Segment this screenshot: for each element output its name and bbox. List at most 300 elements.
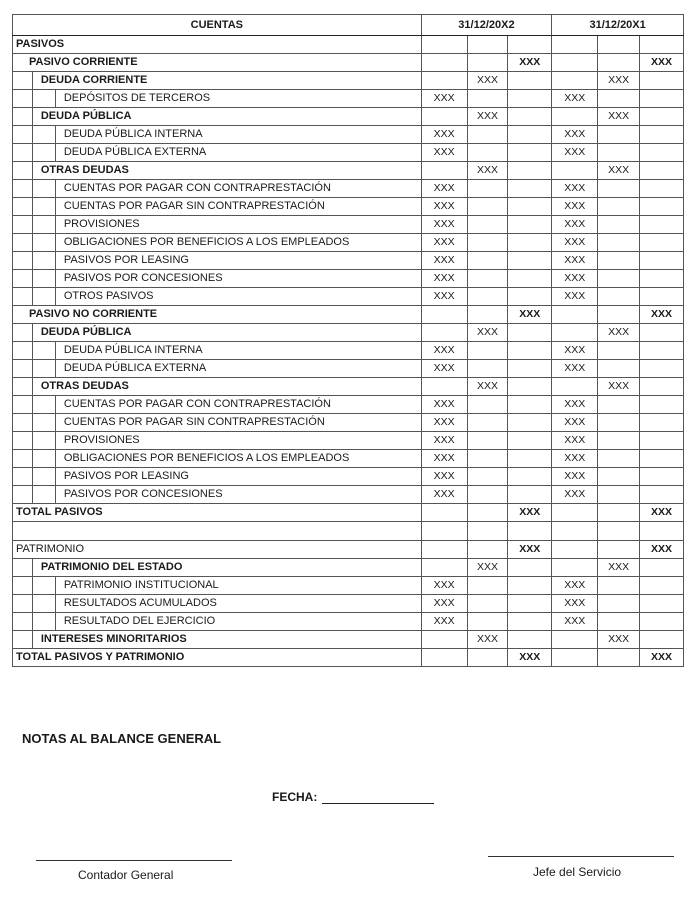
value-cell: XXX — [467, 559, 508, 577]
value-cell — [508, 613, 552, 631]
value-cell — [508, 180, 552, 198]
value-cell — [598, 450, 640, 468]
indent-cell — [32, 468, 55, 486]
account-label: CUENTAS POR PAGAR CON CONTRAPRESTACIÓN — [55, 180, 421, 198]
value-cell — [598, 468, 640, 486]
value-cell — [467, 450, 508, 468]
value-cell — [467, 468, 508, 486]
table-row — [13, 54, 684, 72]
table-row — [13, 288, 684, 306]
value-cell: XXX — [421, 450, 467, 468]
indent-cell — [13, 342, 33, 360]
value-cell: XXX — [598, 108, 640, 126]
table-row — [13, 432, 684, 450]
value-cell: XXX — [598, 631, 640, 649]
value-cell: XXX — [421, 288, 467, 306]
value-cell — [508, 342, 552, 360]
fecha-blank-line[interactable] — [322, 803, 434, 804]
value-cell — [421, 54, 467, 72]
value-cell — [598, 198, 640, 216]
value-cell — [552, 522, 598, 541]
value-cell — [640, 342, 684, 360]
value-cell — [467, 144, 508, 162]
value-cell — [598, 180, 640, 198]
value-cell — [467, 54, 508, 72]
account-label: DEUDA PÚBLICA INTERNA — [55, 126, 421, 144]
value-cell: XXX — [421, 90, 467, 108]
account-label: PROVISIONES — [55, 216, 421, 234]
value-cell: XXX — [552, 595, 598, 613]
value-cell — [640, 450, 684, 468]
value-cell: XXX — [552, 342, 598, 360]
table-row — [13, 162, 684, 180]
value-cell: XXX — [421, 432, 467, 450]
value-cell: XXX — [421, 270, 467, 288]
table-row — [13, 342, 684, 360]
table-row — [13, 396, 684, 414]
table-row — [13, 541, 684, 559]
signature-line-left — [36, 860, 232, 861]
indent-cell — [32, 144, 55, 162]
value-cell: XXX — [508, 541, 552, 559]
table-row — [13, 234, 684, 252]
value-cell: XXX — [552, 216, 598, 234]
value-cell — [508, 198, 552, 216]
account-label: PROVISIONES — [55, 432, 421, 450]
value-cell: XXX — [421, 126, 467, 144]
indent-cell — [13, 450, 33, 468]
value-cell: XXX — [421, 468, 467, 486]
indent-cell — [13, 486, 33, 504]
value-cell: XXX — [598, 559, 640, 577]
value-cell: XXX — [467, 162, 508, 180]
value-cell — [467, 522, 508, 541]
indent-cell — [32, 126, 55, 144]
value-cell — [508, 288, 552, 306]
account-label: PASIVO CORRIENTE — [13, 54, 422, 72]
value-cell — [552, 306, 598, 324]
account-label: OTROS PASIVOS — [55, 288, 421, 306]
indent-cell — [13, 613, 33, 631]
value-cell: XXX — [640, 54, 684, 72]
table-row — [13, 414, 684, 432]
value-cell: XXX — [421, 342, 467, 360]
value-cell: XXX — [467, 378, 508, 396]
value-cell — [467, 180, 508, 198]
value-cell — [421, 504, 467, 522]
value-cell — [598, 54, 640, 72]
value-cell — [467, 396, 508, 414]
indent-cell — [13, 414, 33, 432]
account-label: DEUDA PÚBLICA INTERNA — [55, 342, 421, 360]
account-label: CUENTAS POR PAGAR SIN CONTRAPRESTACIÓN — [55, 198, 421, 216]
value-cell — [421, 631, 467, 649]
indent-cell — [13, 577, 33, 595]
table-row — [13, 504, 684, 522]
value-cell: XXX — [421, 216, 467, 234]
account-label: OBLIGACIONES POR BENEFICIOS A LOS EMPLEADOS — [55, 450, 421, 468]
value-cell — [598, 360, 640, 378]
value-cell — [640, 360, 684, 378]
value-cell — [552, 504, 598, 522]
table-row — [13, 90, 684, 108]
value-cell: XXX — [552, 288, 598, 306]
value-cell — [508, 234, 552, 252]
indent-cell — [32, 595, 55, 613]
indent-cell — [13, 324, 33, 342]
value-cell: XXX — [421, 234, 467, 252]
value-cell — [508, 378, 552, 396]
signature-line-right — [488, 856, 674, 857]
account-label: DEUDA PÚBLICA — [32, 324, 421, 342]
value-cell — [508, 522, 552, 541]
indent-cell — [32, 450, 55, 468]
value-cell — [421, 649, 467, 667]
value-cell — [508, 360, 552, 378]
indent-cell — [32, 342, 55, 360]
value-cell — [640, 613, 684, 631]
value-cell — [598, 504, 640, 522]
indent-cell — [13, 288, 33, 306]
value-cell — [467, 198, 508, 216]
table-row — [13, 108, 684, 126]
value-cell — [598, 577, 640, 595]
value-cell — [467, 432, 508, 450]
account-label: RESULTADO DEL EJERCICIO — [55, 613, 421, 631]
value-cell — [640, 36, 684, 54]
indent-cell — [13, 108, 33, 126]
value-cell: XXX — [640, 541, 684, 559]
value-cell — [552, 324, 598, 342]
indent-cell — [13, 468, 33, 486]
indent-cell — [32, 90, 55, 108]
value-cell — [640, 144, 684, 162]
value-cell: XXX — [467, 631, 508, 649]
value-cell: XXX — [552, 432, 598, 450]
value-cell — [640, 126, 684, 144]
value-cell — [467, 234, 508, 252]
value-cell: XXX — [421, 577, 467, 595]
indent-cell — [13, 234, 33, 252]
value-cell — [508, 396, 552, 414]
value-cell — [640, 396, 684, 414]
value-cell — [640, 288, 684, 306]
indent-cell — [13, 252, 33, 270]
indent-cell — [13, 72, 33, 90]
value-cell — [508, 432, 552, 450]
fecha-label: FECHA: — [272, 790, 318, 804]
value-cell: XXX — [552, 270, 598, 288]
value-cell: XXX — [552, 360, 598, 378]
table-row — [13, 36, 684, 54]
value-cell — [421, 522, 467, 541]
value-cell — [467, 360, 508, 378]
table-row — [13, 613, 684, 631]
value-cell — [508, 414, 552, 432]
value-cell: XXX — [552, 180, 598, 198]
indent-cell — [13, 162, 33, 180]
value-cell: XXX — [552, 198, 598, 216]
value-cell — [508, 216, 552, 234]
value-cell — [552, 72, 598, 90]
table-row — [13, 450, 684, 468]
value-cell — [467, 577, 508, 595]
indent-cell — [13, 360, 33, 378]
value-cell — [421, 36, 467, 54]
indent-cell — [13, 198, 33, 216]
indent-cell — [13, 90, 33, 108]
value-cell — [598, 396, 640, 414]
value-cell — [508, 270, 552, 288]
indent-cell — [13, 378, 33, 396]
value-cell: XXX — [552, 234, 598, 252]
value-cell: XXX — [508, 504, 552, 522]
value-cell: XXX — [467, 72, 508, 90]
value-cell — [508, 595, 552, 613]
value-cell — [640, 378, 684, 396]
value-cell — [598, 649, 640, 667]
value-cell: XXX — [421, 396, 467, 414]
account-label: TOTAL PASIVOS — [13, 504, 422, 522]
value-cell: XXX — [552, 486, 598, 504]
value-cell — [640, 324, 684, 342]
value-cell: XXX — [598, 378, 640, 396]
table-row — [13, 577, 684, 595]
account-label: PASIVOS POR CONCESIONES — [55, 486, 421, 504]
indent-cell — [32, 360, 55, 378]
value-cell — [598, 306, 640, 324]
value-cell — [640, 631, 684, 649]
indent-cell — [13, 559, 33, 577]
indent-cell — [13, 216, 33, 234]
indent-cell — [32, 613, 55, 631]
value-cell — [598, 270, 640, 288]
value-cell — [552, 378, 598, 396]
value-cell — [552, 631, 598, 649]
value-cell — [421, 306, 467, 324]
value-cell — [421, 559, 467, 577]
balance-table — [12, 14, 684, 667]
account-label: PASIVOS POR LEASING — [55, 252, 421, 270]
value-cell: XXX — [640, 306, 684, 324]
header-period-2: 31/12/20X1 — [552, 15, 684, 36]
account-label — [13, 522, 422, 541]
value-cell — [598, 613, 640, 631]
indent-cell — [13, 396, 33, 414]
signature-jefe: Jefe del Servicio — [533, 865, 622, 879]
value-cell — [552, 108, 598, 126]
value-cell — [598, 541, 640, 559]
value-cell — [640, 522, 684, 541]
value-cell — [467, 504, 508, 522]
table-row — [13, 360, 684, 378]
account-label: PATRIMONIO DEL ESTADO — [32, 559, 421, 577]
value-cell — [552, 541, 598, 559]
value-cell: XXX — [552, 468, 598, 486]
value-cell — [508, 144, 552, 162]
value-cell: XXX — [467, 108, 508, 126]
account-label: PASIVOS — [13, 36, 422, 54]
value-cell — [421, 108, 467, 126]
value-cell — [598, 486, 640, 504]
header-period-1: 31/12/20X2 — [421, 15, 552, 36]
account-label: OTRAS DEUDAS — [32, 378, 421, 396]
table-row — [13, 126, 684, 144]
value-cell — [421, 541, 467, 559]
indent-cell — [32, 396, 55, 414]
account-label: DEUDA PÚBLICA — [32, 108, 421, 126]
value-cell — [421, 162, 467, 180]
value-cell — [640, 216, 684, 234]
indent-cell — [32, 252, 55, 270]
value-cell — [640, 486, 684, 504]
value-cell — [467, 541, 508, 559]
indent-cell — [32, 414, 55, 432]
value-cell — [640, 595, 684, 613]
table-row — [13, 180, 684, 198]
indent-cell — [32, 486, 55, 504]
value-cell — [508, 252, 552, 270]
value-cell — [640, 577, 684, 595]
value-cell — [467, 270, 508, 288]
table-row — [13, 486, 684, 504]
value-cell: XXX — [508, 54, 552, 72]
value-cell — [508, 36, 552, 54]
indent-cell — [32, 216, 55, 234]
value-cell — [467, 306, 508, 324]
account-label: DEUDA PÚBLICA EXTERNA — [55, 144, 421, 162]
value-cell — [640, 468, 684, 486]
value-cell — [508, 559, 552, 577]
value-cell — [598, 342, 640, 360]
value-cell — [640, 180, 684, 198]
value-cell — [598, 36, 640, 54]
value-cell — [598, 126, 640, 144]
value-cell — [598, 144, 640, 162]
indent-cell — [13, 126, 33, 144]
value-cell — [598, 288, 640, 306]
value-cell — [467, 613, 508, 631]
value-cell: XXX — [421, 198, 467, 216]
indent-cell — [13, 631, 33, 649]
value-cell: XXX — [421, 252, 467, 270]
value-cell — [598, 234, 640, 252]
account-label: OTRAS DEUDAS — [32, 162, 421, 180]
indent-cell — [32, 432, 55, 450]
table-row — [13, 631, 684, 649]
value-cell: XXX — [508, 649, 552, 667]
value-cell — [467, 252, 508, 270]
indent-cell — [32, 288, 55, 306]
indent-cell — [13, 432, 33, 450]
value-cell — [598, 252, 640, 270]
value-cell: XXX — [552, 396, 598, 414]
table-row — [13, 595, 684, 613]
account-label: TOTAL PASIVOS Y PATRIMONIO — [13, 649, 422, 667]
account-label: CUENTAS POR PAGAR CON CONTRAPRESTACIÓN — [55, 396, 421, 414]
value-cell: XXX — [421, 613, 467, 631]
value-cell — [467, 486, 508, 504]
account-label: PATRIMONIO — [13, 541, 422, 559]
value-cell — [552, 559, 598, 577]
value-cell — [640, 108, 684, 126]
value-cell — [508, 90, 552, 108]
table-row — [13, 468, 684, 486]
value-cell: XXX — [640, 649, 684, 667]
value-cell — [598, 414, 640, 432]
value-cell — [421, 324, 467, 342]
indent-cell — [32, 180, 55, 198]
value-cell: XXX — [552, 577, 598, 595]
value-cell — [467, 36, 508, 54]
value-cell — [640, 559, 684, 577]
value-cell — [508, 324, 552, 342]
table-row — [13, 252, 684, 270]
value-cell — [467, 649, 508, 667]
value-cell — [598, 216, 640, 234]
value-cell — [421, 72, 467, 90]
value-cell — [467, 414, 508, 432]
indent-cell — [32, 577, 55, 595]
value-cell — [552, 162, 598, 180]
table-row — [13, 306, 684, 324]
value-cell — [640, 252, 684, 270]
account-label: PATRIMONIO INSTITUCIONAL — [55, 577, 421, 595]
value-cell — [467, 90, 508, 108]
indent-cell — [13, 595, 33, 613]
value-cell — [640, 414, 684, 432]
account-label: PASIVOS POR CONCESIONES — [55, 270, 421, 288]
table-row — [13, 270, 684, 288]
value-cell: XXX — [421, 180, 467, 198]
value-cell: XXX — [552, 414, 598, 432]
account-label: INTERESES MINORITARIOS — [32, 631, 421, 649]
value-cell — [467, 216, 508, 234]
value-cell — [467, 288, 508, 306]
value-cell: XXX — [421, 414, 467, 432]
value-cell: XXX — [640, 504, 684, 522]
value-cell — [421, 378, 467, 396]
value-cell — [640, 234, 684, 252]
table-header-row — [13, 15, 684, 36]
table-row — [13, 216, 684, 234]
value-cell: XXX — [421, 360, 467, 378]
value-cell: XXX — [421, 144, 467, 162]
value-cell — [640, 432, 684, 450]
table-row — [13, 198, 684, 216]
table-row — [13, 522, 684, 541]
value-cell — [552, 649, 598, 667]
value-cell: XXX — [598, 72, 640, 90]
account-label: RESULTADOS ACUMULADOS — [55, 595, 421, 613]
value-cell: XXX — [467, 324, 508, 342]
account-label: CUENTAS POR PAGAR SIN CONTRAPRESTACIÓN — [55, 414, 421, 432]
table-row — [13, 649, 684, 667]
account-label: PASIVO NO CORRIENTE — [13, 306, 422, 324]
value-cell: XXX — [421, 595, 467, 613]
value-cell — [598, 595, 640, 613]
value-cell — [508, 108, 552, 126]
value-cell: XXX — [552, 252, 598, 270]
signature-contador: Contador General — [78, 868, 174, 882]
indent-cell — [13, 180, 33, 198]
indent-cell — [32, 234, 55, 252]
value-cell — [467, 595, 508, 613]
value-cell — [508, 631, 552, 649]
account-label: PASIVOS POR LEASING — [55, 468, 421, 486]
value-cell — [508, 450, 552, 468]
value-cell — [640, 270, 684, 288]
